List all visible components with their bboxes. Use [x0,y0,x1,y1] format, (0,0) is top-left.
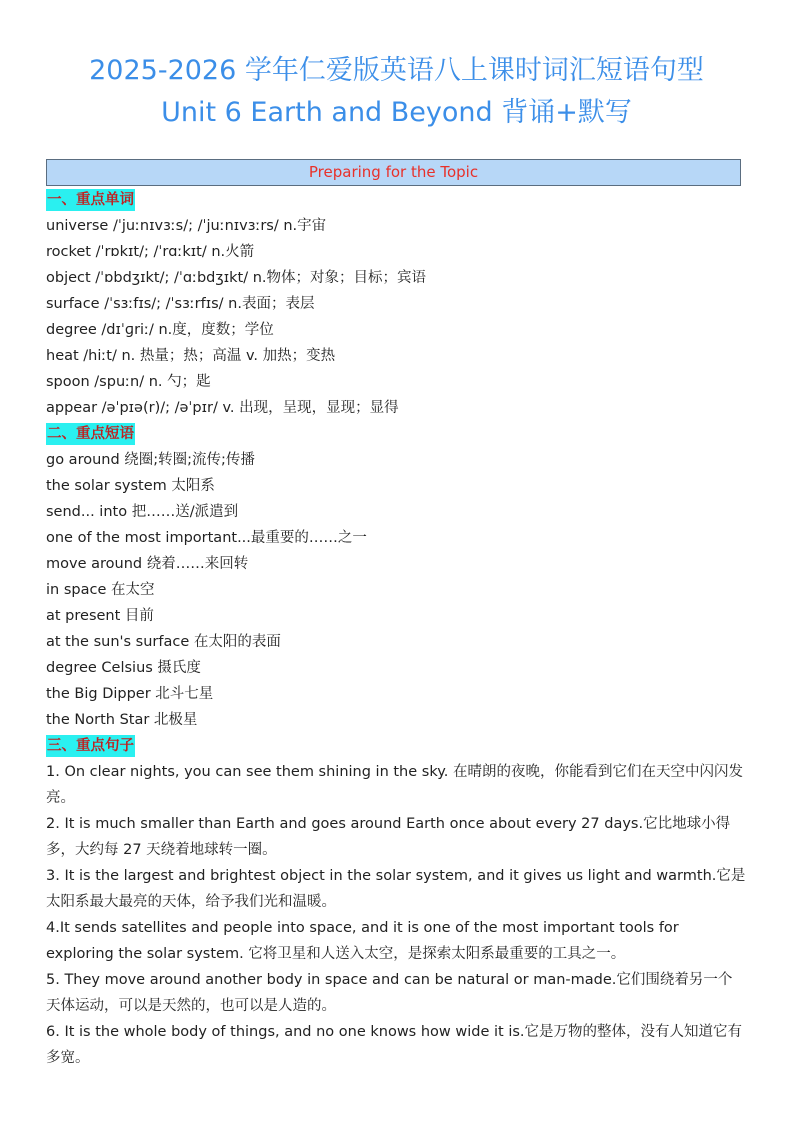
sentences-heading-wrap [46,733,746,759]
sentence-item: 2. It is much smaller than Earth and goes around Earth once about every 27 days.它比地球小得多，大约每 27 天绕着地球转一圈。 [46,816,731,858]
phrase-item: at present 目前 [46,608,154,624]
worksheet-content [46,159,746,1071]
word-item: object /ˈɒbdʒɪkt/; /ˈɑːbdʒɪkt/ n.物体；对象；目标；宾语 [46,270,427,286]
phrase-item: degree Celsius 摄氏度 [46,660,201,676]
document-title [0,50,793,134]
word-item: heat /hiːt/ n. 热量；热；高温 v. 加热；变热 [46,348,336,364]
phrase-item: one of the most important...最重要的……之一 [46,530,367,546]
sentence-item: 6. It is the whole body of things, and no one knows how wide it is.它是万物的整体，没有人知道它有多宽。 [46,1024,743,1066]
phrase-item: in space 在太空 [46,582,155,598]
title-line-2: Unit 6 Earth and Beyond 背诵+默写 [161,97,632,128]
word-item: universe /ˈjuːnɪvɜːs/; /ˈjuːnɪvɜːrs/ n.宇宙 [46,218,327,234]
word-item: surface /ˈsɜːfɪs/; /ˈsɜːrfɪs/ n.表面；表层 [46,296,315,312]
word-item: appear /əˈpɪə(r)/; /əˈpɪr/ v. 出现，呈现，显现；显得 [46,400,399,416]
word-item: degree /dɪˈɡriː/ n.度，度数；学位 [46,322,274,338]
phrase-item: at the sun's surface 在太阳的表面 [46,634,281,650]
phrase-item: go around 绕圈;转圈;流传;传播 [46,452,255,468]
sentence-item: 3. It is the largest and brightest object in the solar system, and it gives us light and warmth.它是太阳系最大最亮的天体，给予我们光和温暖。 [46,868,746,910]
word-item: rocket /ˈrɒkɪt/; /ˈrɑːkɪt/ n.火箭 [46,244,255,260]
words-heading: 一、重点单词 [46,189,135,211]
phrases-heading-wrap [46,421,746,447]
phrase-item: send... into 把……送/派遣到 [46,504,239,520]
section-banner: Preparing for the Topic [46,159,741,186]
sentences-heading: 三、重点句子 [46,735,135,757]
phrases-heading: 二、重点短语 [46,423,135,445]
phrase-item: the Big Dipper 北斗七星 [46,686,214,702]
title-line-1: 2025-2026 学年仁爱版英语八上课时词汇短语句型 [89,55,704,86]
sentence-item: 4.It sends satellites and people into space, and it is one of the most important tools for exploring the solar system. 它将卫星和人送入太空，是探索太阳系最重要的工具之一。 [46,920,679,962]
words-heading-wrap [46,187,746,213]
sentence-item: 1. On clear nights, you can see them shining in the sky. 在晴朗的夜晚，你能看到它们在天空中闪闪发亮。 [46,764,743,806]
phrase-item: the North Star 北极星 [46,712,198,728]
phrase-item: move around 绕着……来回转 [46,556,249,572]
phrase-item: the solar system 太阳系 [46,478,215,494]
word-item: spoon /spuːn/ n. 勺；匙 [46,374,211,390]
sentence-item: 5. They move around another body in space and can be natural or man-made.它们围绕着另一个天体运动，可以是天然的，也可以是人造的。 [46,972,733,1014]
